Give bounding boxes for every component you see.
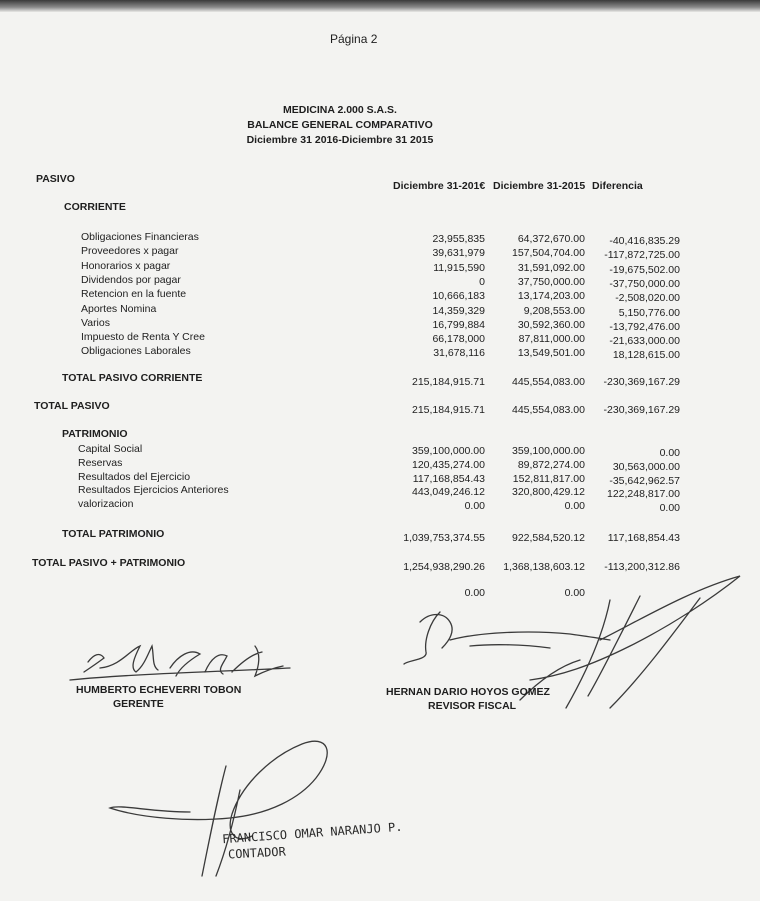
corriente-row-label: Retencion en la fuente xyxy=(81,288,187,301)
corriente-row-value-2016: 39,631,979 xyxy=(432,247,485,260)
company-name: MEDICINA 2.000 S.A.S. xyxy=(283,104,397,116)
patrimonio-row-value-2015: 320,800,429.12 xyxy=(512,486,585,499)
corriente-row-value-2015: 13,174,203.00 xyxy=(517,290,585,303)
total-pasivo-difference: -230,369,167.29 xyxy=(603,404,680,416)
total-pasivo-label: TOTAL PASIVO xyxy=(34,400,110,412)
patrimonio-row-value-2016: 359,100,000.00 xyxy=(412,445,485,457)
check-value-2015: 0.00 xyxy=(564,587,585,599)
patrimonio-row-value-2015: 89,872,274.00 xyxy=(517,458,585,471)
total-pasivo-corriente-2016: 215,184,915.71 xyxy=(412,376,485,388)
contador-role: CONTADOR xyxy=(227,844,287,862)
patrimonio-row-label: valorizacion xyxy=(78,498,134,511)
corriente-row-label: Honorarios x pagar xyxy=(81,259,171,272)
corriente-row-label: Dividendos por pagar xyxy=(81,273,181,286)
corriente-row-value-difference: -37,750,000.00 xyxy=(609,277,680,290)
revisor-role: REVISOR FISCAL xyxy=(428,700,517,712)
patrimonio-row-label: Resultados Ejercicios Anteriores xyxy=(78,484,229,497)
total-pasivo-patrimonio-2016: 1,254,938,290.26 xyxy=(403,561,485,573)
total-pasivo-2015: 445,554,083.00 xyxy=(512,404,585,416)
corriente-row-value-difference: 18,128,615.00 xyxy=(612,349,680,362)
corriente-row-value-2015: 37,750,000.00 xyxy=(517,275,585,288)
corriente-row-value-difference: 5,150,776.00 xyxy=(618,306,680,319)
gerente-name: HUMBERTO ECHEVERRI TOBON xyxy=(76,684,242,696)
total-pasivo-corriente-label: TOTAL PASIVO CORRIENTE xyxy=(62,372,203,384)
corriente-row-value-difference: -19,675,502.00 xyxy=(609,263,680,276)
patrimonio-row-value-difference: 0.00 xyxy=(659,502,680,515)
total-pasivo-patrimonio-2015: 1,368,138,603.12 xyxy=(503,561,585,573)
corriente-row-label: Obligaciones Laborales xyxy=(81,345,191,358)
patrimonio-row-label: Resultados del Ejercicio xyxy=(78,470,191,483)
patrimonio-row-value-difference: 30,563,000.00 xyxy=(612,460,680,473)
patrimonio-row-value-difference: 0.00 xyxy=(659,447,680,459)
total-pasivo-patrimonio-label: TOTAL PASIVO + PATRIMONIO xyxy=(32,557,186,569)
corriente-row-value-2016: 0 xyxy=(479,275,485,288)
gerente-role: GERENTE xyxy=(113,698,164,710)
corriente-row-value-2016: 16,799,884 xyxy=(432,318,485,331)
corriente-row-value-difference: -21,633,000.00 xyxy=(609,335,680,348)
patrimonio-row-value-2016: 0.00 xyxy=(464,500,485,513)
contador-signature xyxy=(110,741,327,876)
report-title: BALANCE GENERAL COMPARATIVO xyxy=(247,119,433,131)
corriente-row-value-difference: -2,508,020.00 xyxy=(615,292,680,305)
corriente-row-value-2015: 9,208,553.00 xyxy=(523,304,585,317)
section-pasivo: PASIVO xyxy=(36,173,75,185)
corriente-row-label: Aportes Nomina xyxy=(81,302,157,315)
gerente-signature xyxy=(70,646,290,680)
page-label: Página 2 xyxy=(330,32,378,46)
patrimonio-row-value-2016: 120,435,274.00 xyxy=(412,458,485,471)
corriente-row-value-2015: 31,591,092.00 xyxy=(517,261,585,274)
column-header-difference: Diferencia xyxy=(592,180,643,192)
patrimonio-row-value-difference: 122,248,817.00 xyxy=(607,488,680,501)
total-patrimonio-2015: 922,584,520.12 xyxy=(512,532,585,544)
corriente-row-value-difference: -117,872,725.00 xyxy=(604,249,680,262)
section-patrimonio: PATRIMONIO xyxy=(62,428,128,440)
patrimonio-row-value-2015: 152,811,817.00 xyxy=(512,472,585,485)
corriente-row-value-difference: -40,416,835.29 xyxy=(609,235,680,247)
corriente-row-value-2015: 87,811,000.00 xyxy=(518,333,585,346)
total-patrimonio-2016: 1,039,753,374.55 xyxy=(403,532,485,544)
corriente-row-label: Proveedores x pagar xyxy=(81,245,179,258)
corriente-row-value-2015: 13,549,501.00 xyxy=(517,347,585,360)
total-pasivo-corriente-2015: 445,554,083.00 xyxy=(512,376,585,388)
corriente-row-value-2016: 14,359,329 xyxy=(432,304,485,317)
patrimonio-row-value-2016: 443,049,246.12 xyxy=(412,486,485,499)
corriente-row-value-2015: 30,592,360.00 xyxy=(517,318,585,331)
corriente-row-value-2016: 31,678,116 xyxy=(433,347,485,360)
total-pasivo-corriente-difference: -230,369,167.29 xyxy=(603,376,680,388)
corriente-row-value-2016: 11,915,590 xyxy=(433,261,485,274)
patrimonio-row-value-2015: 359,100,000.00 xyxy=(512,445,585,457)
corriente-row-value-2015: 157,504,704.00 xyxy=(512,247,585,260)
total-patrimonio-label: TOTAL PATRIMONIO xyxy=(62,528,165,540)
section-corriente: CORRIENTE xyxy=(64,201,126,213)
total-pasivo-patrimonio-difference: -113,200,312.86 xyxy=(604,561,680,573)
corriente-row-label: Impuesto de Renta Y Cree xyxy=(81,331,205,344)
report-period: Diciembre 31 2016-Diciembre 31 2015 xyxy=(246,134,434,146)
corriente-row-value-2016: 66,178,000 xyxy=(432,333,485,346)
corriente-row-value-2015: 64,372,670.00 xyxy=(517,233,585,245)
patrimonio-row-value-difference: -35,642,962.57 xyxy=(609,474,680,487)
contador-name: FRANCISCO OMAR NARANJO P. xyxy=(221,819,403,847)
patrimonio-row-label: Reservas xyxy=(78,456,123,469)
check-value-2016: 0.00 xyxy=(464,587,485,599)
patrimonio-row-label: Capital Social xyxy=(78,443,143,455)
column-header-2016: Diciembre 31-201€ xyxy=(393,180,486,192)
column-header-2015: Diciembre 31-2015 xyxy=(493,180,586,192)
corriente-row-label: Varios xyxy=(81,316,110,329)
total-patrimonio-difference: 117,168,854.43 xyxy=(607,532,680,544)
corriente-row-label: Obligaciones Financieras xyxy=(81,231,199,243)
corriente-row-value-difference: -13,792,476.00 xyxy=(609,320,680,333)
total-pasivo-2016: 215,184,915.71 xyxy=(412,404,485,416)
corriente-row-value-2016: 23,955,835 xyxy=(432,233,485,245)
revisor-name: HERNAN DARIO HOYOS GOMEZ xyxy=(386,686,550,698)
patrimonio-row-value-2015: 0.00 xyxy=(564,500,585,513)
corriente-row-value-2016: 10,666,183 xyxy=(432,290,485,303)
patrimonio-row-value-2016: 117,168,854.43 xyxy=(412,472,485,485)
